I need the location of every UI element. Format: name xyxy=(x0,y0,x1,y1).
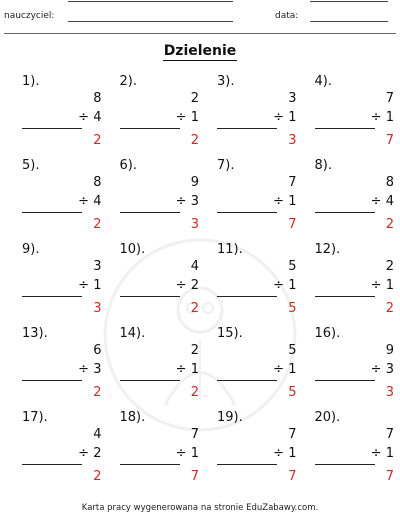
division-operator: ÷ xyxy=(78,194,90,209)
dividend: 8 xyxy=(93,91,102,106)
problem-item xyxy=(315,410,400,494)
dividend: 7 xyxy=(385,427,394,442)
header-separator xyxy=(4,33,396,34)
problem-item xyxy=(120,410,218,494)
teacher-line xyxy=(68,21,233,22)
result-line xyxy=(22,128,82,129)
result-line xyxy=(22,380,82,381)
problem-item xyxy=(22,158,120,242)
divisor: 1 xyxy=(288,278,297,293)
divisor-row xyxy=(176,446,199,461)
divisor-row xyxy=(78,110,101,125)
divisor: 1 xyxy=(288,446,297,461)
problem-number: 17). xyxy=(22,410,48,425)
problem-item xyxy=(120,74,218,158)
dividend: 9 xyxy=(190,175,199,190)
divisor-row xyxy=(371,362,394,377)
dividend: 4 xyxy=(93,427,102,442)
problem-number: 20). xyxy=(314,410,341,425)
divisor-row xyxy=(371,446,394,461)
divisor-row xyxy=(176,278,199,293)
dividend: 2 xyxy=(190,91,199,106)
problem-number: 11). xyxy=(217,242,243,257)
divisor: 4 xyxy=(93,110,102,125)
division-operator: ÷ xyxy=(370,446,382,461)
result-line xyxy=(217,380,277,381)
problem-item xyxy=(315,242,400,326)
division-operator: ÷ xyxy=(273,362,285,377)
divisor-row xyxy=(273,110,296,125)
divisor-row xyxy=(371,194,394,209)
divisor-row xyxy=(273,194,296,209)
result-line xyxy=(120,464,180,465)
answer: 3 xyxy=(288,133,297,148)
teacher-label: nauczyciel: xyxy=(4,11,55,21)
answer: 2 xyxy=(93,385,102,400)
problem-number: 12). xyxy=(314,242,341,257)
divisor-row xyxy=(78,194,101,209)
problem-item xyxy=(217,410,315,494)
date-line xyxy=(310,21,388,22)
result-line xyxy=(217,464,277,465)
result-line xyxy=(217,296,277,297)
page-title xyxy=(0,43,400,59)
divisor: 3 xyxy=(93,362,102,377)
result-line xyxy=(22,212,82,213)
result-line xyxy=(120,128,180,129)
page-title-text: Dzielenie xyxy=(163,43,237,59)
divisor: 1 xyxy=(288,194,297,209)
top-name-line xyxy=(68,1,233,2)
problem-item xyxy=(120,242,218,326)
divisor: 3 xyxy=(385,362,394,377)
divisor: 1 xyxy=(190,362,199,377)
problem-item xyxy=(22,326,120,410)
division-operator: ÷ xyxy=(175,362,187,377)
divisor-row xyxy=(371,110,394,125)
division-operator: ÷ xyxy=(175,278,187,293)
dividend: 2 xyxy=(385,259,394,274)
division-operator: ÷ xyxy=(175,194,187,209)
problem-number: 19). xyxy=(217,410,243,425)
problem-item xyxy=(315,74,400,158)
division-operator: ÷ xyxy=(175,446,187,461)
dividend: 2 xyxy=(190,343,199,358)
problem-item xyxy=(315,158,400,242)
result-line xyxy=(22,464,82,465)
division-operator: ÷ xyxy=(273,278,285,293)
result-line xyxy=(315,296,375,297)
answer: 7 xyxy=(385,469,394,484)
problem-item xyxy=(120,158,218,242)
problem-item xyxy=(120,326,218,410)
problem-item xyxy=(22,242,120,326)
divisor-row xyxy=(273,446,296,461)
answer: 5 xyxy=(288,385,297,400)
footer-note: Karta pracy wygenerowana na stronie EduZabawy.com. xyxy=(81,503,319,513)
problem-item xyxy=(22,74,120,158)
result-line xyxy=(315,380,375,381)
dividend: 3 xyxy=(288,91,297,106)
answer: 3 xyxy=(385,385,394,400)
dividend: 5 xyxy=(288,259,297,274)
divisor: 2 xyxy=(93,446,102,461)
divisor: 2 xyxy=(190,278,199,293)
divisor: 1 xyxy=(93,278,102,293)
problem-number: 14). xyxy=(119,326,146,341)
problem-number: 3). xyxy=(217,74,235,89)
divisor: 1 xyxy=(288,362,297,377)
result-line xyxy=(120,380,180,381)
answer: 3 xyxy=(93,301,102,316)
division-operator: ÷ xyxy=(273,446,285,461)
result-line xyxy=(120,296,180,297)
problem-item xyxy=(217,242,315,326)
division-operator: ÷ xyxy=(175,110,187,125)
division-operator: ÷ xyxy=(78,362,90,377)
division-operator: ÷ xyxy=(370,278,382,293)
answer: 2 xyxy=(190,385,199,400)
problem-number: 15). xyxy=(217,326,243,341)
problem-number: 2). xyxy=(119,74,137,89)
problem-item xyxy=(217,74,315,158)
problem-number: 13). xyxy=(22,326,48,341)
division-operator: ÷ xyxy=(370,362,382,377)
division-operator: ÷ xyxy=(370,110,382,125)
problem-item xyxy=(217,158,315,242)
dividend: 8 xyxy=(93,175,102,190)
answer: 3 xyxy=(190,217,199,232)
answer: 7 xyxy=(190,469,199,484)
divisor-row xyxy=(78,446,101,461)
answer: 7 xyxy=(288,217,297,232)
problem-number: 18). xyxy=(119,410,146,425)
dividend: 4 xyxy=(190,259,199,274)
result-line xyxy=(217,128,277,129)
divisor-row xyxy=(78,278,101,293)
division-operator: ÷ xyxy=(273,110,285,125)
divisor: 1 xyxy=(190,110,199,125)
problem-item xyxy=(315,326,400,410)
divisor-row xyxy=(176,194,199,209)
answer: 2 xyxy=(190,133,199,148)
result-line xyxy=(217,212,277,213)
problem-number: 1). xyxy=(22,74,40,89)
answer: 2 xyxy=(385,301,394,316)
problem-number: 7). xyxy=(217,158,235,173)
divisor-row xyxy=(273,362,296,377)
result-line xyxy=(22,296,82,297)
dividend: 7 xyxy=(385,91,394,106)
divisor: 3 xyxy=(190,194,199,209)
answer: 7 xyxy=(385,133,394,148)
dividend: 8 xyxy=(385,175,394,190)
divisor-row xyxy=(176,362,199,377)
divisor-row xyxy=(78,362,101,377)
dividend: 9 xyxy=(385,343,394,358)
divisor-row xyxy=(371,278,394,293)
problem-number: 4). xyxy=(314,74,332,89)
problem-number: 9). xyxy=(22,242,40,257)
answer: 2 xyxy=(190,301,199,316)
problem-number: 8). xyxy=(314,158,332,173)
result-line xyxy=(315,128,375,129)
answer: 2 xyxy=(93,217,102,232)
division-operator: ÷ xyxy=(78,446,90,461)
problem-number: 10). xyxy=(119,242,146,257)
dividend: 7 xyxy=(288,175,297,190)
dividend: 6 xyxy=(93,343,102,358)
division-operator: ÷ xyxy=(78,278,90,293)
divisor: 4 xyxy=(385,194,394,209)
dividend: 7 xyxy=(190,427,199,442)
answer: 5 xyxy=(288,301,297,316)
answer: 7 xyxy=(288,469,297,484)
result-line xyxy=(315,464,375,465)
problem-item xyxy=(22,410,120,494)
problem-number: 16). xyxy=(314,326,341,341)
divisor-row xyxy=(273,278,296,293)
result-line xyxy=(120,212,180,213)
divisor: 4 xyxy=(93,194,102,209)
answer: 2 xyxy=(93,133,102,148)
division-operator: ÷ xyxy=(273,194,285,209)
divisor: 1 xyxy=(288,110,297,125)
divisor: 1 xyxy=(385,278,394,293)
result-line xyxy=(315,212,375,213)
divisor: 1 xyxy=(385,446,394,461)
division-operator: ÷ xyxy=(370,194,382,209)
divisor: 1 xyxy=(190,446,199,461)
division-operator: ÷ xyxy=(78,110,90,125)
divisor: 1 xyxy=(385,110,394,125)
answer: 2 xyxy=(93,469,102,484)
divisor-row xyxy=(176,110,199,125)
dividend: 7 xyxy=(288,427,297,442)
top-right-line xyxy=(310,1,388,2)
answer: 2 xyxy=(385,217,394,232)
problem-item xyxy=(217,326,315,410)
dividend: 3 xyxy=(93,259,102,274)
dividend: 5 xyxy=(288,343,297,358)
problem-grid xyxy=(22,74,394,494)
problem-number: 6). xyxy=(119,158,137,173)
date-label: data: xyxy=(275,11,299,21)
problem-number: 5). xyxy=(22,158,40,173)
